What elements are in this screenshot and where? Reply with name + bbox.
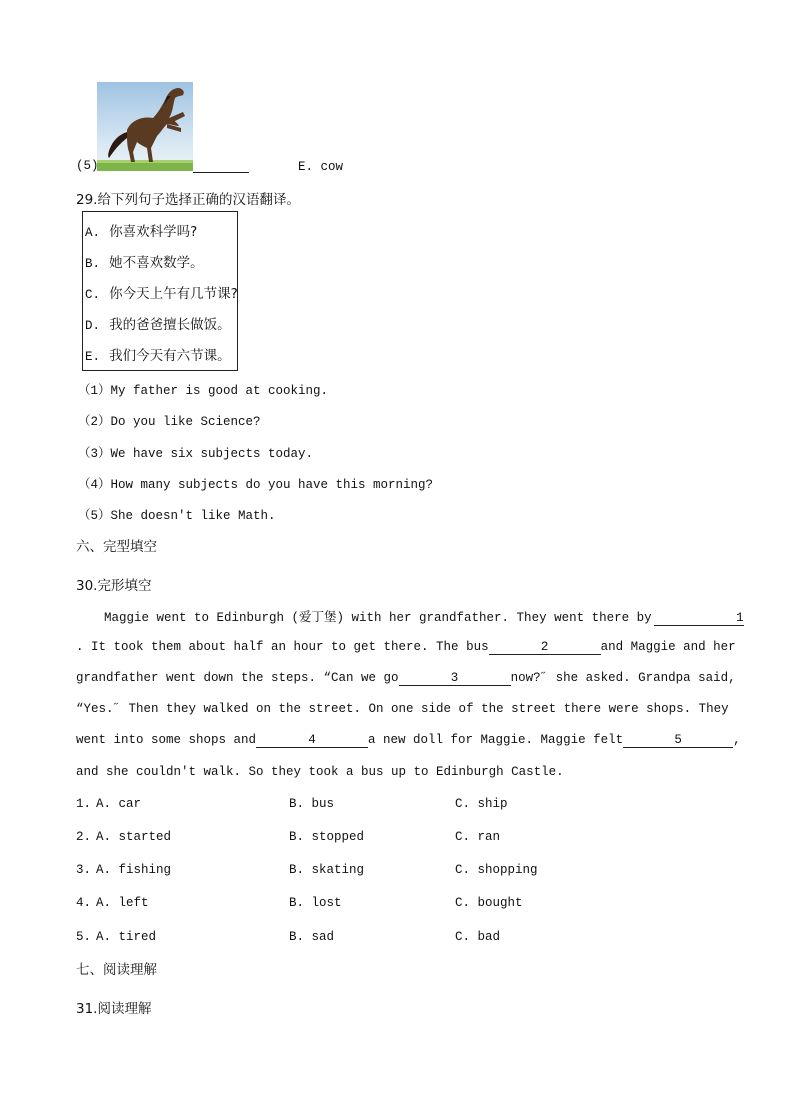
question-29-title: 29.给下列句子选择正确的汉语翻译。 bbox=[76, 192, 300, 208]
option-e bbox=[85, 344, 231, 364]
option-text: 她不喜欢数学。 bbox=[109, 255, 204, 271]
option-text: 你今天上午有几节课? bbox=[109, 286, 238, 302]
passage-text: “Yes.˝ Then they walked on the street. On one side of the street there were shops. They bbox=[76, 702, 729, 716]
choice-c[interactable]: C. shopping bbox=[455, 863, 538, 877]
sentence-5: （5）She doesn't like Math. bbox=[78, 509, 276, 523]
translation-options-box bbox=[82, 211, 238, 371]
sentence-2: （2）Do you like Science? bbox=[78, 415, 261, 429]
section-7-title: 七、阅读理解 bbox=[76, 962, 157, 978]
choice-a[interactable]: A. fishing bbox=[96, 863, 172, 877]
passage-line-4 bbox=[76, 702, 729, 716]
blank-number: 4 bbox=[308, 733, 316, 747]
sentence-1: （1）My father is good at cooking. bbox=[78, 384, 329, 398]
choice-b[interactable]: B. lost bbox=[289, 896, 342, 910]
horse-image bbox=[97, 82, 193, 171]
option-e-label: E. cow bbox=[298, 160, 344, 174]
passage-text: and she couldn't walk. So they took a bus up to Edinburgh Castle. bbox=[76, 765, 564, 779]
choice-number: 3. bbox=[76, 863, 92, 877]
blank-4[interactable] bbox=[256, 733, 368, 748]
passage-text: , bbox=[733, 733, 741, 747]
blank-number: 5 bbox=[674, 733, 682, 747]
sentence-4: （4）How many subjects do you have this morning? bbox=[78, 478, 434, 492]
choice-a[interactable]: A. tired bbox=[96, 930, 157, 944]
blank-number: 1 bbox=[736, 611, 744, 625]
passage-line-6 bbox=[76, 765, 564, 779]
option-b bbox=[85, 251, 204, 271]
option-text: 我的爸爸擅长做饭。 bbox=[109, 317, 231, 333]
blank-number: 2 bbox=[540, 640, 549, 654]
choice-b[interactable]: B. sad bbox=[289, 930, 335, 944]
passage-text: grandfather went down the steps. “Can we go bbox=[76, 671, 399, 685]
passage-text: and Maggie and her bbox=[600, 640, 736, 654]
choice-c[interactable]: C. ran bbox=[455, 830, 501, 844]
choice-b[interactable]: B. stopped bbox=[289, 830, 365, 844]
choice-a[interactable]: A. left bbox=[96, 896, 149, 910]
option-letter: B. bbox=[85, 257, 101, 271]
choice-a[interactable]: A. started bbox=[96, 830, 172, 844]
question-30-title: 30.完形填空 bbox=[76, 578, 152, 594]
choice-c[interactable]: C. bought bbox=[455, 896, 523, 910]
option-letter: A. bbox=[85, 226, 101, 240]
option-letter: E. bbox=[85, 350, 101, 364]
choice-number: 5. bbox=[76, 930, 92, 944]
passage-line-1 bbox=[104, 607, 744, 626]
passage-line-3 bbox=[76, 671, 736, 686]
blank-3[interactable] bbox=[399, 671, 511, 686]
blank-5[interactable] bbox=[623, 733, 733, 748]
choice-number: 4. bbox=[76, 896, 92, 910]
option-c bbox=[85, 282, 238, 302]
option-d bbox=[85, 313, 231, 333]
choice-b[interactable]: B. bus bbox=[289, 797, 335, 811]
choice-c[interactable]: C. ship bbox=[455, 797, 508, 811]
passage-text: Maggie went to Edinburgh (爱丁堡) with her grandfather. They went there by bbox=[104, 611, 652, 625]
answer-blank[interactable] bbox=[193, 159, 249, 173]
blank-1[interactable] bbox=[654, 611, 744, 626]
passage-line-5 bbox=[76, 733, 741, 748]
blank-2[interactable] bbox=[489, 640, 601, 655]
choice-b[interactable]: B. skating bbox=[289, 863, 365, 877]
section-6-title: 六、完型填空 bbox=[76, 539, 157, 555]
option-letter: C. bbox=[85, 288, 101, 302]
choice-c[interactable]: C. bad bbox=[455, 930, 501, 944]
passage-text: a new doll for Maggie. Maggie felt bbox=[368, 733, 624, 747]
passage-text: went into some shops and bbox=[76, 733, 257, 747]
passage-text: . It took them about half an hour to get there. The bus bbox=[76, 640, 489, 654]
option-text: 你喜欢科学吗? bbox=[109, 224, 198, 240]
sentence-3: （3）We have six subjects today. bbox=[78, 447, 314, 461]
option-text: 我们今天有六节课。 bbox=[109, 348, 231, 364]
passage-text: now?˝ she asked. Grandpa said, bbox=[510, 671, 736, 685]
blank-number: 3 bbox=[450, 671, 459, 685]
choice-number: 2. bbox=[76, 830, 92, 844]
passage-line-2 bbox=[76, 640, 736, 655]
question-31-title: 31.阅读理解 bbox=[76, 1001, 152, 1017]
choice-a[interactable]: A. car bbox=[96, 797, 142, 811]
option-letter: D. bbox=[85, 319, 101, 333]
choice-number: 1. bbox=[76, 797, 92, 811]
item-number: (5) bbox=[76, 159, 99, 173]
option-a bbox=[85, 220, 197, 240]
rearing-horse-illustration bbox=[97, 82, 193, 171]
